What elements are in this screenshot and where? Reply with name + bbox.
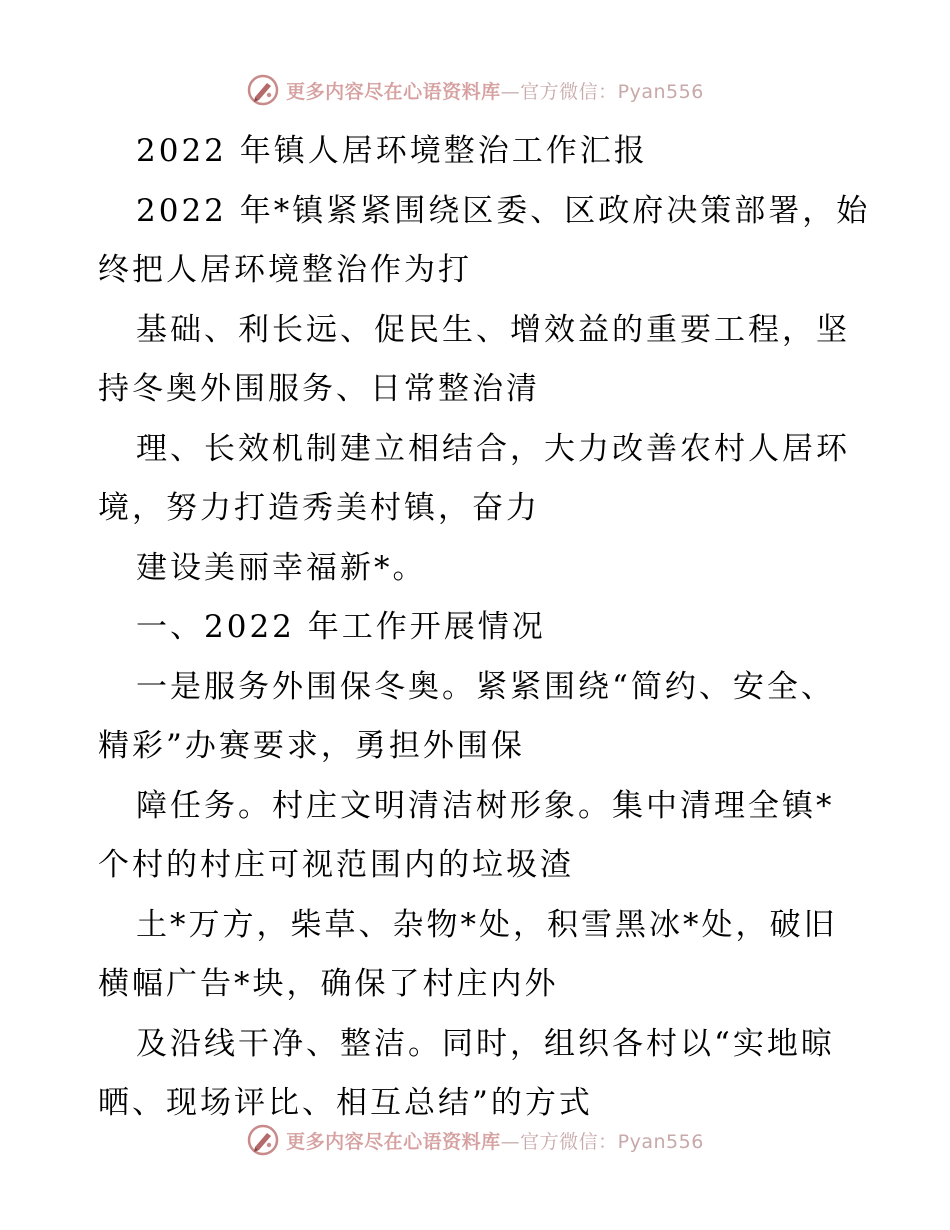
text-line: 精彩”办赛要求，勇担外围保 (98, 728, 525, 764)
text-line: 晒、现场评比、相互总结”的方式 (98, 1085, 593, 1121)
footer-watermark (0, 1120, 950, 1160)
text-line: 一、2022 年工作开展情况 (136, 609, 546, 645)
watermark-dash: — (500, 80, 521, 103)
pen-circle-logo-icon (246, 1123, 280, 1157)
document-body (98, 122, 871, 1134)
text-line: 理、长效机制建立相结合，大力改善农村人居环 (136, 430, 850, 467)
watermark-text (286, 1127, 704, 1154)
text-line: 个村的村庄可视范围内的垃圾渣 (98, 847, 574, 883)
text-line: 2022 年镇人居环境整治工作汇报 (136, 133, 648, 169)
text-line: 土*万方，柴草、杂物*处，积雪黑冰*处，破旧 (136, 906, 838, 943)
pen-circle-logo-icon (246, 73, 280, 107)
watermark-contact: 官方微信：Pyan556 (520, 80, 704, 103)
text-line: 建设美丽幸福新*。 (136, 549, 427, 586)
watermark-site-name: 更多内容尽在心语资料库 (286, 80, 501, 103)
watermark-site-name: 更多内容尽在心语资料库 (286, 1130, 501, 1153)
text-line: 一是服务外围保冬奥。紧紧围绕“简约、安全、 (136, 668, 835, 705)
text-line: 及沿线干净、整洁。同时，组织各村以“实地晾 (136, 1025, 835, 1062)
text-line: 横幅广告*块，确保了村庄内外 (98, 966, 559, 1002)
text-line: 2022 年*镇紧紧围绕区委、区政府决策部署，始 (136, 192, 871, 229)
watermark-contact: 官方微信：Pyan556 (520, 1130, 704, 1153)
text-line: 基础、利长远、促民生、增效益的重要工程，坚 (136, 311, 850, 348)
text-line: 障任务。村庄文明清洁树形象。集中清理全镇* (136, 787, 835, 824)
text-line: 持冬奥外围服务、日常整治清 (98, 371, 540, 407)
watermark-dash: — (500, 1130, 521, 1153)
watermark-text (286, 77, 704, 104)
text-line: 终把人居环境整治作为打 (98, 252, 472, 288)
text-line: 境，努力打造秀美村镇，奋力 (98, 490, 540, 526)
header-watermark (0, 70, 950, 110)
